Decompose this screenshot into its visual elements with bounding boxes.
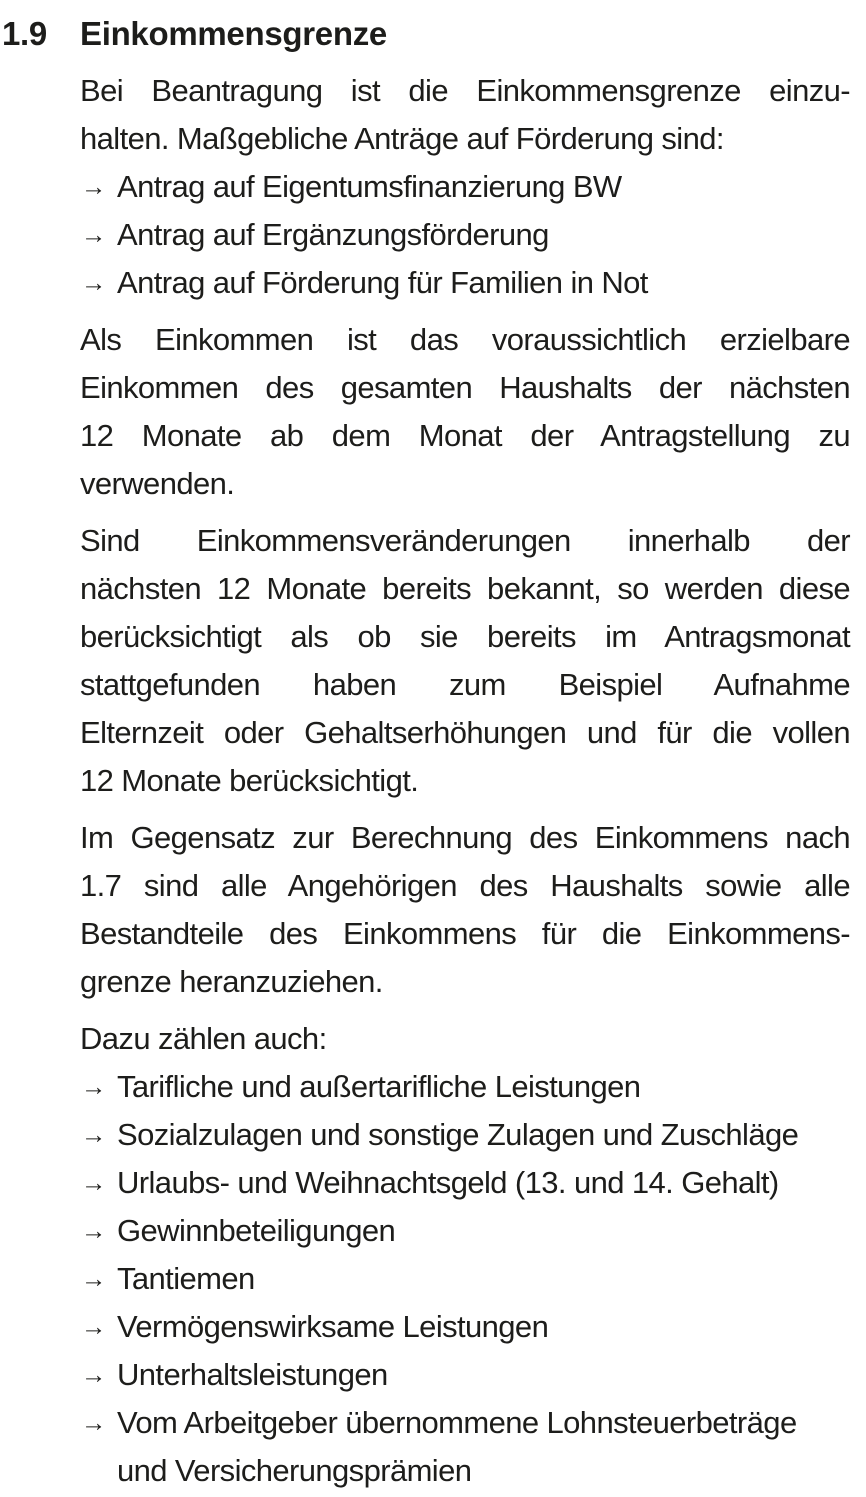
arrow-bullet-icon: → [81,269,107,297]
list-item-text: Antrag auf Eigentumsfinanzierung BW [117,169,622,204]
list-item-text: Sozialzulagen und sonstige Zulagen und Zuschläge [117,1117,799,1152]
list-item-text: Vermögenswirksame Leistungen [117,1309,549,1344]
counted-income-components-list [80,1063,850,1495]
document-body [80,67,850,1495]
text-line: stattgefunden haben zum Beispiel Aufnahme [80,667,850,702]
list-item-text: Unterhaltsleistungen [117,1357,388,1392]
application-types-list [80,163,850,307]
arrow-bullet-icon: → [81,1217,107,1245]
text-line: verwenden. [80,466,235,501]
paragraph-income-changes [80,517,850,805]
list-item [80,1351,850,1399]
list-item [80,1399,850,1495]
text-line: Im Gegensatz zur Berechnung des Einkommens nach [80,820,850,855]
list-item [80,1159,850,1207]
text-line: 12 Monate ab dem Monat der Antragstellung zu [80,418,850,453]
paragraph-also-counted-intro [80,1015,850,1063]
list-item [80,1303,850,1351]
list-item [80,163,850,211]
section-heading [0,10,850,58]
arrow-bullet-icon: → [81,1361,107,1389]
text-line: nächsten 12 Monate bereits bekannt, so werden diese [80,571,850,606]
text-line: halten. Maßgebliche Anträge auf Förderung sind: [80,121,724,156]
list-item [80,1207,850,1255]
list-item-text: Gewinnbeteiligungen [117,1213,396,1248]
text-line: Bestandteile des Einkommens für die Einkommens- [80,916,850,951]
list-item [80,1111,850,1159]
arrow-bullet-icon: → [81,1073,107,1101]
section-title: Einkommensgrenze [80,15,387,52]
text-line: Einkommen des gesamten Haushalts der nächsten [80,370,850,405]
arrow-bullet-icon: → [81,1169,107,1197]
list-item [80,211,850,259]
list-item-text: Antrag auf Förderung für Familien in Not [117,265,648,300]
text-line: grenze heranzuziehen. [80,964,383,999]
list-item-text: Urlaubs- und Weihnachtsgeld (13. und 14. Gehalt) [117,1165,779,1200]
arrow-bullet-icon: → [81,173,107,201]
arrow-bullet-icon: → [81,221,107,249]
list-item-text: und Versicherungsprämien [117,1453,472,1488]
arrow-bullet-icon: → [81,1121,107,1149]
text-line: Als Einkommen ist das voraussichtlich erzielbare [80,322,850,357]
text-line: Dazu zählen auch: [80,1021,327,1056]
text-line: berücksichtigt als ob sie bereits im Antragsmonat [80,619,850,654]
list-item [80,1255,850,1303]
arrow-bullet-icon: → [81,1265,107,1293]
text-line: Sind Einkommensveränderungen innerhalb der [80,523,850,558]
arrow-bullet-icon: → [81,1409,107,1437]
text-line: 1.7 sind alle Angehörigen des Haushalts sowie alle [80,868,850,903]
list-item-text: Tantiemen [117,1261,255,1296]
list-item [80,1063,850,1111]
text-line: Bei Beantragung ist die Einkommensgrenze einzu- [80,73,850,108]
list-item-text: Antrag auf Ergänzungsförderung [117,217,549,252]
text-line: 12 Monate berücksichtigt. [80,763,419,798]
list-item-text: Tarifliche und außertarifliche Leistungen [117,1069,641,1104]
paragraph-income-definition [80,316,850,508]
paragraph-contrast-calculation [80,814,850,1006]
list-item [80,259,850,307]
text-line: Elternzeit oder Gehaltserhöhungen und für die vollen [80,715,850,750]
paragraph-income-limit-intro [80,67,850,163]
arrow-bullet-icon: → [81,1313,107,1341]
list-item-text: Vom Arbeitgeber übernommene Lohnsteuerbeträge [117,1405,797,1440]
section-number: 1.9 [2,15,47,52]
